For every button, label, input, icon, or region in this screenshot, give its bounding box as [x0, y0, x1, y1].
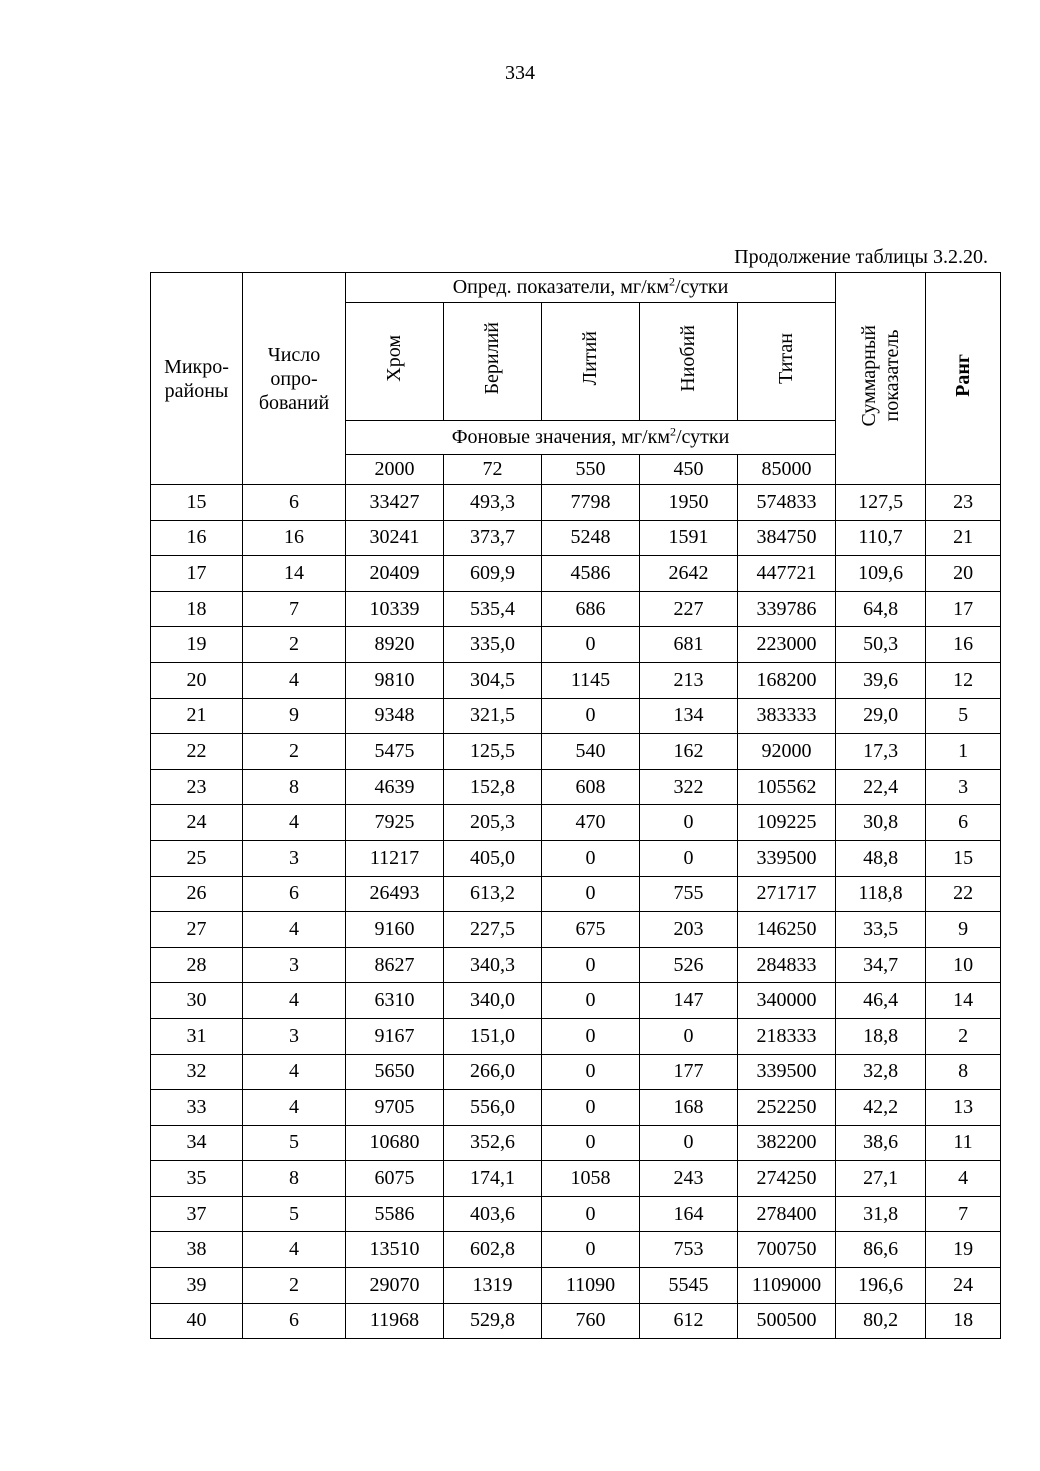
- cell-beryllium: 321,5: [444, 698, 542, 734]
- background-value-niobium: 450: [640, 455, 738, 485]
- cell-titanium: 500500: [738, 1303, 836, 1339]
- header-element-lithium: [542, 303, 640, 421]
- cell-titanium: 223000: [738, 627, 836, 663]
- table-row: [151, 1054, 1001, 1090]
- cell-beryllium: 403,6: [444, 1196, 542, 1232]
- header-sum-line2: показатель: [880, 329, 903, 422]
- cell-microdistrict: 35: [151, 1161, 243, 1197]
- cell-niobium: 227: [640, 591, 738, 627]
- cell-microdistrict: 38: [151, 1232, 243, 1268]
- cell-samples: 4: [243, 805, 346, 841]
- table-row: [151, 947, 1001, 983]
- cell-lithium: 1145: [542, 662, 640, 698]
- cell-samples: 3: [243, 840, 346, 876]
- cell-sum-indicator: 34,7: [836, 947, 926, 983]
- cell-niobium: 168: [640, 1090, 738, 1126]
- cell-lithium: 608: [542, 769, 640, 805]
- header-defined-suffix: /сутки: [675, 276, 729, 298]
- cell-titanium: 105562: [738, 769, 836, 805]
- cell-chromium: 33427: [346, 485, 444, 521]
- background-value-chromium: 2000: [346, 455, 444, 485]
- table-row: [151, 1161, 1001, 1197]
- cell-rank: 23: [926, 485, 1001, 521]
- cell-niobium: 526: [640, 947, 738, 983]
- cell-beryllium: 205,3: [444, 805, 542, 841]
- cell-chromium: 6075: [346, 1161, 444, 1197]
- table-row: [151, 805, 1001, 841]
- cell-sum-indicator: 118,8: [836, 876, 926, 912]
- cell-beryllium: 335,0: [444, 627, 542, 663]
- header-rank: [926, 273, 1001, 485]
- cell-rank: 21: [926, 520, 1001, 556]
- cell-titanium: 447721: [738, 556, 836, 592]
- cell-rank: 5: [926, 698, 1001, 734]
- cell-lithium: 0: [542, 1054, 640, 1090]
- cell-chromium: 29070: [346, 1268, 444, 1304]
- cell-chromium: 10339: [346, 591, 444, 627]
- cell-microdistrict: 28: [151, 947, 243, 983]
- cell-chromium: 9705: [346, 1090, 444, 1126]
- cell-niobium: 2642: [640, 556, 738, 592]
- cell-microdistrict: 19: [151, 627, 243, 663]
- cell-lithium: 0: [542, 1196, 640, 1232]
- cell-microdistrict: 20: [151, 662, 243, 698]
- cell-samples: 14: [243, 556, 346, 592]
- cell-rank: 7: [926, 1196, 1001, 1232]
- cell-sum-indicator: 31,8: [836, 1196, 926, 1232]
- cell-sum-indicator: 42,2: [836, 1090, 926, 1126]
- cell-beryllium: 340,0: [444, 983, 542, 1019]
- cell-lithium: 686: [542, 591, 640, 627]
- cell-chromium: 5586: [346, 1196, 444, 1232]
- header-background-text: Фоновые значения, мг/км: [451, 426, 670, 448]
- cell-beryllium: 373,7: [444, 520, 542, 556]
- cell-titanium: 109225: [738, 805, 836, 841]
- cell-niobium: 0: [640, 1125, 738, 1161]
- table-row: [151, 485, 1001, 521]
- header-element-text: Берилий: [481, 322, 503, 395]
- table-row: [151, 1090, 1001, 1126]
- cell-beryllium: 1319: [444, 1268, 542, 1304]
- cell-microdistrict: 24: [151, 805, 243, 841]
- cell-titanium: 252250: [738, 1090, 836, 1126]
- cell-beryllium: 613,2: [444, 876, 542, 912]
- cell-microdistrict: 33: [151, 1090, 243, 1126]
- cell-beryllium: 266,0: [444, 1054, 542, 1090]
- cell-sum-indicator: 22,4: [836, 769, 926, 805]
- cell-niobium: 612: [640, 1303, 738, 1339]
- cell-niobium: 147: [640, 983, 738, 1019]
- cell-rank: 10: [926, 947, 1001, 983]
- cell-samples: 6: [243, 1303, 346, 1339]
- cell-niobium: 5545: [640, 1268, 738, 1304]
- cell-chromium: 10680: [346, 1125, 444, 1161]
- cell-rank: 3: [926, 769, 1001, 805]
- cell-lithium: 0: [542, 983, 640, 1019]
- cell-rank: 17: [926, 591, 1001, 627]
- cell-sum-indicator: 196,6: [836, 1268, 926, 1304]
- table-row: [151, 1232, 1001, 1268]
- header-microdistricts: [151, 273, 243, 485]
- cell-sum-indicator: 80,2: [836, 1303, 926, 1339]
- cell-microdistrict: 15: [151, 485, 243, 521]
- cell-lithium: 540: [542, 734, 640, 770]
- header-defined-indicators: [346, 273, 836, 303]
- cell-rank: 9: [926, 912, 1001, 948]
- cell-sum-indicator: 46,4: [836, 983, 926, 1019]
- header-background-suffix: /сутки: [676, 426, 730, 448]
- cell-microdistrict: 16: [151, 520, 243, 556]
- cell-chromium: 9810: [346, 662, 444, 698]
- cell-lithium: 0: [542, 840, 640, 876]
- cell-niobium: 177: [640, 1054, 738, 1090]
- cell-rank: 16: [926, 627, 1001, 663]
- cell-rank: 6: [926, 805, 1001, 841]
- cell-chromium: 8627: [346, 947, 444, 983]
- cell-beryllium: 529,8: [444, 1303, 542, 1339]
- cell-beryllium: 125,5: [444, 734, 542, 770]
- cell-lithium: 0: [542, 876, 640, 912]
- cell-samples: 5: [243, 1196, 346, 1232]
- cell-chromium: 6310: [346, 983, 444, 1019]
- cell-sum-indicator: 29,0: [836, 698, 926, 734]
- cell-beryllium: 151,0: [444, 1018, 542, 1054]
- cell-niobium: 753: [640, 1232, 738, 1268]
- cell-lithium: 0: [542, 627, 640, 663]
- cell-niobium: 322: [640, 769, 738, 805]
- cell-titanium: 274250: [738, 1161, 836, 1197]
- header-microdistricts-text: Микро-районы: [164, 355, 229, 402]
- cell-samples: 4: [243, 1054, 346, 1090]
- header-element-chromium: [346, 303, 444, 421]
- cell-sum-indicator: 30,8: [836, 805, 926, 841]
- header-element-beryllium: [444, 303, 542, 421]
- cell-lithium: 1058: [542, 1161, 640, 1197]
- cell-sum-indicator: 110,7: [836, 520, 926, 556]
- cell-beryllium: 340,3: [444, 947, 542, 983]
- cell-sum-indicator: 127,5: [836, 485, 926, 521]
- cell-chromium: 4639: [346, 769, 444, 805]
- cell-samples: 2: [243, 734, 346, 770]
- cell-beryllium: 152,8: [444, 769, 542, 805]
- cell-microdistrict: 18: [151, 591, 243, 627]
- cell-lithium: 0: [542, 1232, 640, 1268]
- cell-samples: 3: [243, 947, 346, 983]
- header-element-text: Ниобий: [677, 325, 699, 392]
- cell-lithium: 0: [542, 947, 640, 983]
- cell-samples: 16: [243, 520, 346, 556]
- cell-lithium: 0: [542, 1018, 640, 1054]
- cell-niobium: 134: [640, 698, 738, 734]
- cell-titanium: 168200: [738, 662, 836, 698]
- cell-chromium: 11968: [346, 1303, 444, 1339]
- cell-niobium: 213: [640, 662, 738, 698]
- table-row: [151, 1018, 1001, 1054]
- cell-beryllium: 227,5: [444, 912, 542, 948]
- table-row: [151, 1125, 1001, 1161]
- header-defined-text: Опред. показатели, мг/км: [452, 276, 669, 298]
- cell-rank: 4: [926, 1161, 1001, 1197]
- cell-lithium: 675: [542, 912, 640, 948]
- cell-samples: 8: [243, 1161, 346, 1197]
- cell-beryllium: 352,6: [444, 1125, 542, 1161]
- cell-niobium: 0: [640, 1018, 738, 1054]
- cell-chromium: 26493: [346, 876, 444, 912]
- cell-titanium: 574833: [738, 485, 836, 521]
- cell-rank: 18: [926, 1303, 1001, 1339]
- table-row: [151, 840, 1001, 876]
- cell-chromium: 5650: [346, 1054, 444, 1090]
- cell-samples: 2: [243, 1268, 346, 1304]
- cell-rank: 20: [926, 556, 1001, 592]
- cell-sum-indicator: 33,5: [836, 912, 926, 948]
- cell-titanium: 92000: [738, 734, 836, 770]
- cell-microdistrict: 40: [151, 1303, 243, 1339]
- cell-beryllium: 493,3: [444, 485, 542, 521]
- cell-chromium: 13510: [346, 1232, 444, 1268]
- cell-sum-indicator: 64,8: [836, 591, 926, 627]
- cell-rank: 11: [926, 1125, 1001, 1161]
- cell-microdistrict: 17: [151, 556, 243, 592]
- cell-lithium: 760: [542, 1303, 640, 1339]
- cell-microdistrict: 37: [151, 1196, 243, 1232]
- header-sum-vertical: [858, 325, 904, 426]
- cell-lithium: 11090: [542, 1268, 640, 1304]
- cell-microdistrict: 34: [151, 1125, 243, 1161]
- table-row: [151, 1268, 1001, 1304]
- cell-samples: 2: [243, 627, 346, 663]
- cell-rank: 14: [926, 983, 1001, 1019]
- cell-titanium: 271717: [738, 876, 836, 912]
- cell-lithium: 0: [542, 1125, 640, 1161]
- cell-sum-indicator: 39,6: [836, 662, 926, 698]
- cell-sum-indicator: 38,6: [836, 1125, 926, 1161]
- cell-samples: 4: [243, 1232, 346, 1268]
- cell-chromium: 7925: [346, 805, 444, 841]
- cell-lithium: 5248: [542, 520, 640, 556]
- cell-beryllium: 556,0: [444, 1090, 542, 1126]
- cell-titanium: 218333: [738, 1018, 836, 1054]
- cell-rank: 19: [926, 1232, 1001, 1268]
- cell-microdistrict: 22: [151, 734, 243, 770]
- cell-titanium: 339500: [738, 1054, 836, 1090]
- cell-titanium: 146250: [738, 912, 836, 948]
- cell-titanium: 278400: [738, 1196, 836, 1232]
- cell-chromium: 5475: [346, 734, 444, 770]
- cell-niobium: 681: [640, 627, 738, 663]
- header-samples: [243, 273, 346, 485]
- cell-niobium: 0: [640, 840, 738, 876]
- cell-beryllium: 609,9: [444, 556, 542, 592]
- cell-rank: 13: [926, 1090, 1001, 1126]
- cell-beryllium: 535,4: [444, 591, 542, 627]
- table-body: [151, 485, 1001, 1339]
- table-row: [151, 591, 1001, 627]
- cell-microdistrict: 27: [151, 912, 243, 948]
- cell-titanium: 339786: [738, 591, 836, 627]
- cell-sum-indicator: 27,1: [836, 1161, 926, 1197]
- cell-samples: 6: [243, 876, 346, 912]
- cell-niobium: 203: [640, 912, 738, 948]
- table-caption: Продолжение таблицы 3.2.20.: [734, 246, 988, 268]
- cell-lithium: 0: [542, 698, 640, 734]
- cell-rank: 15: [926, 840, 1001, 876]
- cell-titanium: 382200: [738, 1125, 836, 1161]
- cell-titanium: 384750: [738, 520, 836, 556]
- header-sum-indicator: [836, 273, 926, 485]
- cell-sum-indicator: 86,6: [836, 1232, 926, 1268]
- table-row: [151, 1196, 1001, 1232]
- cell-sum-indicator: 32,8: [836, 1054, 926, 1090]
- table-header: [151, 273, 1001, 485]
- cell-titanium: 1109000: [738, 1268, 836, 1304]
- table-row: [151, 662, 1001, 698]
- cell-microdistrict: 21: [151, 698, 243, 734]
- cell-microdistrict: 23: [151, 769, 243, 805]
- cell-samples: 3: [243, 1018, 346, 1054]
- cell-samples: 4: [243, 912, 346, 948]
- header-element-text: Хром: [383, 335, 405, 382]
- background-value-beryllium: 72: [444, 455, 542, 485]
- header-defined-sup: 2: [669, 274, 675, 289]
- background-value-lithium: 550: [542, 455, 640, 485]
- cell-sum-indicator: 109,6: [836, 556, 926, 592]
- header-element-titanium: [738, 303, 836, 421]
- table-row: [151, 734, 1001, 770]
- cell-chromium: 11217: [346, 840, 444, 876]
- cell-rank: 24: [926, 1268, 1001, 1304]
- cell-niobium: 0: [640, 805, 738, 841]
- cell-niobium: 1591: [640, 520, 738, 556]
- cell-chromium: 8920: [346, 627, 444, 663]
- cell-titanium: 383333: [738, 698, 836, 734]
- cell-lithium: 4586: [542, 556, 640, 592]
- cell-sum-indicator: 48,8: [836, 840, 926, 876]
- cell-titanium: 700750: [738, 1232, 836, 1268]
- table-row: [151, 627, 1001, 663]
- cell-microdistrict: 30: [151, 983, 243, 1019]
- cell-microdistrict: 39: [151, 1268, 243, 1304]
- cell-microdistrict: 32: [151, 1054, 243, 1090]
- cell-samples: 5: [243, 1125, 346, 1161]
- header-samples-text: Число опро-бований: [258, 343, 330, 414]
- table-row: [151, 698, 1001, 734]
- cell-titanium: 284833: [738, 947, 836, 983]
- page-number: 334: [505, 62, 535, 84]
- cell-microdistrict: 25: [151, 840, 243, 876]
- cell-rank: 8: [926, 1054, 1001, 1090]
- table-row: [151, 876, 1001, 912]
- header-sum-line1: Суммарный: [857, 324, 880, 427]
- cell-chromium: 20409: [346, 556, 444, 592]
- cell-chromium: 30241: [346, 520, 444, 556]
- table-row: [151, 769, 1001, 805]
- cell-chromium: 9167: [346, 1018, 444, 1054]
- cell-lithium: 0: [542, 1090, 640, 1126]
- cell-samples: 4: [243, 662, 346, 698]
- cell-microdistrict: 26: [151, 876, 243, 912]
- cell-sum-indicator: 50,3: [836, 627, 926, 663]
- header-rank-text: Ранг: [951, 354, 974, 397]
- cell-lithium: 470: [542, 805, 640, 841]
- cell-sum-indicator: 18,8: [836, 1018, 926, 1054]
- cell-lithium: 7798: [542, 485, 640, 521]
- cell-beryllium: 405,0: [444, 840, 542, 876]
- cell-chromium: 9348: [346, 698, 444, 734]
- cell-rank: 1: [926, 734, 1001, 770]
- cell-rank: 22: [926, 876, 1001, 912]
- cell-samples: 7: [243, 591, 346, 627]
- cell-sum-indicator: 17,3: [836, 734, 926, 770]
- cell-niobium: 164: [640, 1196, 738, 1232]
- cell-rank: 2: [926, 1018, 1001, 1054]
- cell-titanium: 339500: [738, 840, 836, 876]
- cell-rank: 12: [926, 662, 1001, 698]
- cell-niobium: 162: [640, 734, 738, 770]
- cell-niobium: 755: [640, 876, 738, 912]
- cell-samples: 6: [243, 485, 346, 521]
- cell-samples: 9: [243, 698, 346, 734]
- data-table: [150, 272, 1001, 1339]
- header-element-text: Титан: [775, 333, 798, 384]
- table-row: [151, 520, 1001, 556]
- cell-microdistrict: 31: [151, 1018, 243, 1054]
- cell-beryllium: 602,8: [444, 1232, 542, 1268]
- header-element-text: Литий: [579, 331, 601, 386]
- cell-samples: 4: [243, 1090, 346, 1126]
- cell-chromium: 9160: [346, 912, 444, 948]
- header-background-values: [346, 421, 836, 455]
- cell-beryllium: 304,5: [444, 662, 542, 698]
- table-row: [151, 556, 1001, 592]
- cell-niobium: 1950: [640, 485, 738, 521]
- table-row: [151, 912, 1001, 948]
- header-background-sup: 2: [670, 424, 676, 439]
- cell-beryllium: 174,1: [444, 1161, 542, 1197]
- background-value-titanium: 85000: [738, 455, 836, 485]
- table-row: [151, 983, 1001, 1019]
- header-element-niobium: [640, 303, 738, 421]
- cell-samples: 8: [243, 769, 346, 805]
- cell-samples: 4: [243, 983, 346, 1019]
- table-row: [151, 1303, 1001, 1339]
- cell-titanium: 340000: [738, 983, 836, 1019]
- cell-niobium: 243: [640, 1161, 738, 1197]
